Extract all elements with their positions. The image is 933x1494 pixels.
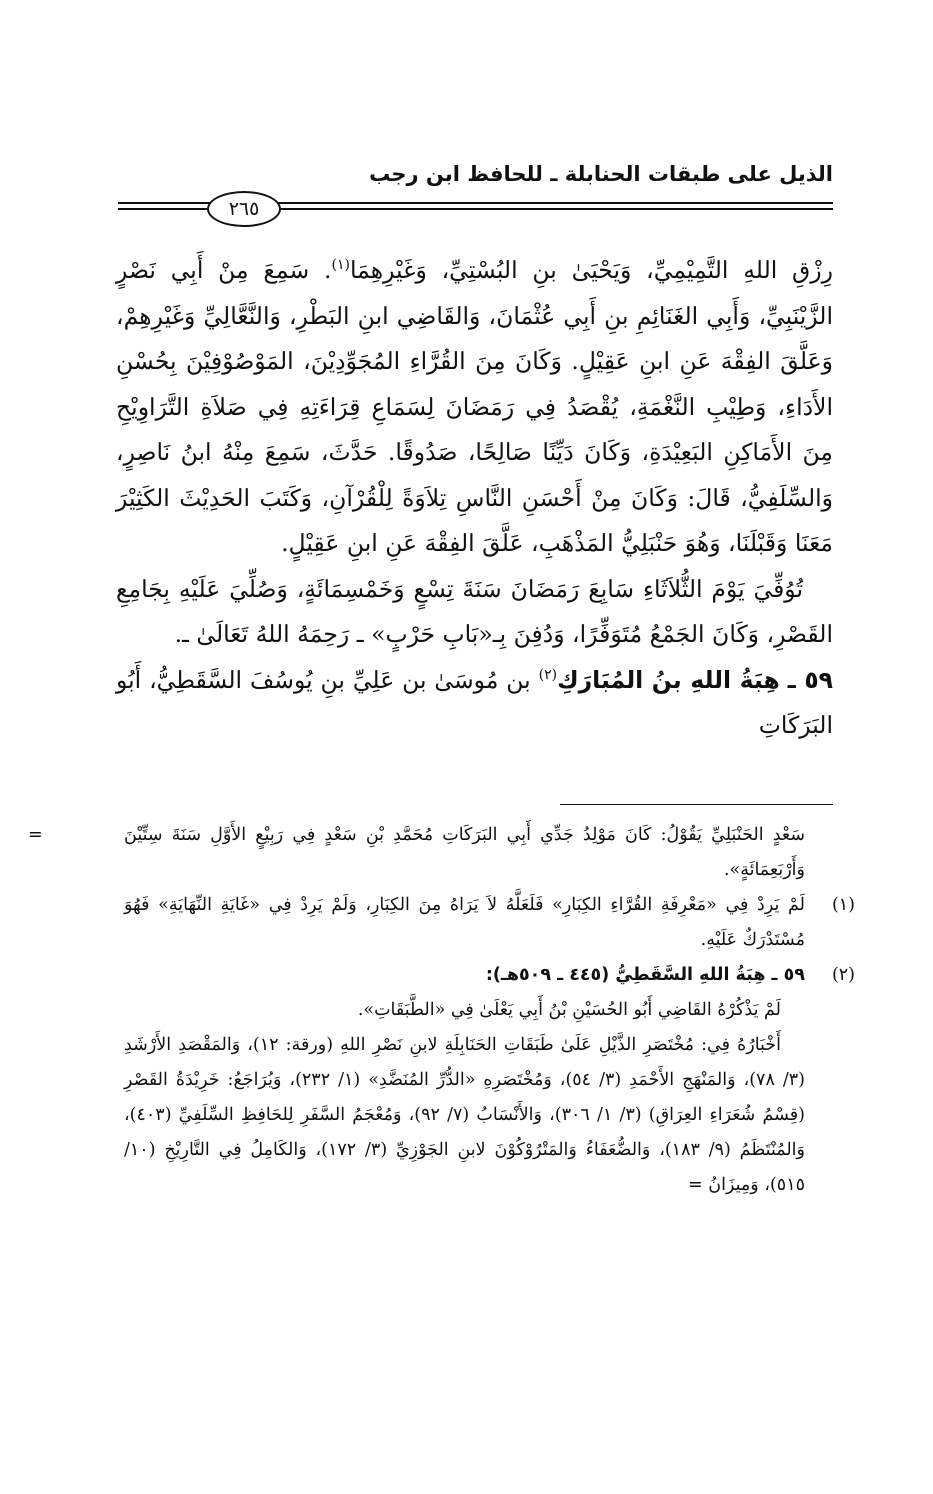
page-number: ٢٦٥ bbox=[207, 191, 281, 227]
footnote-ref-2: (٢) bbox=[538, 666, 558, 683]
footnote-ref-1: (١) bbox=[331, 257, 350, 274]
footnote-continuation-spacer bbox=[805, 818, 855, 888]
trailing-continuation-marker: = bbox=[688, 1175, 703, 1195]
footnote-1-text: لَمْ يَرِدْ فِي «مَعْرِفَةِ القُرَّاءِ الكِبَارِ» فَلَعَلَّهُ لاَ يَرَاهُ مِنَ الكِبَارِ، وَلَمْ يَرِدْ فِي «غَايَةِ النِّهَايَةِ» فَهُوَ مُسْتَدْرَكٌ عَلَيْهِ. bbox=[124, 895, 805, 950]
entry-heading bbox=[116, 658, 833, 749]
entry-number: ٥٩ ـ bbox=[787, 665, 833, 694]
running-header-title: الذيل على طبقات الحنابلة ـ للحافظ ابن رجب bbox=[369, 162, 833, 186]
footnote-1 bbox=[90, 888, 855, 958]
footnote-2-line1: لَمْ يَذْكُرْهُ القَاضِي أَبُو الحُسَيْنِ بْنُ أَبِي يَعْلَىٰ فِي «الطَّبَقَاتِ». bbox=[357, 1000, 781, 1020]
main-text bbox=[116, 248, 833, 749]
continuation-marker: = bbox=[28, 825, 43, 845]
entry-name: هِبَةُ اللهِ بنُ المُبَارَكِ bbox=[557, 665, 780, 694]
footnote-2-sources bbox=[124, 1028, 805, 1203]
footnote-2-body bbox=[90, 958, 805, 1203]
paragraph-death: تُوُفِّيَ يَوْمَ الثُّلاَثَاءِ سَابِعَ رَمَضَانَ سَنَةَ تِسْعٍ وَخَمْسِمَائَةٍ، وَصُلِّيَ عَلَيْهِ بِجَامِعِ القَصْرِ، وَكَانَ الجَمْعُ مُتَوَفِّرًا، وَدُفِنَ بِـ«بَابِ حَرْبٍ» ـ رَحِمَهُ اللهُ تَعَالَىٰ ـ. bbox=[116, 574, 833, 648]
footnote-continuation-body bbox=[28, 818, 805, 888]
paragraph-biography-rest: . سَمِعَ مِنْ أَبِي نَصْرٍ الزَّيْنَبِيِّ، وَأَبِي الغَنَائِمِ بنِ أَبِي عُثْمَانَ، وَالقَاضِي ابنِ البَطْرِ، وَالنَّعَّالِيِّ وَغَيْرِهِمْ، وَعَلَّقَ الفِقْهَ عَنِ ابنِ عَقِيْلٍ. وَكَانَ مِنَ القُرَّاءِ المُجَوِّدِيْنَ، المَوْصُوْفِيْنَ بِحُسْنِ الأَدَاءِ، وَطِيْبِ النَّغْمَةِ، يُقْصَدُ فِي رَمَضَانَ لِسَمَاعِ قِرَاءَتِهِ فِي صَلاَةِ التَّرَاوِيْحِ مِنَ الأَمَاكِنِ البَعِيْدَةِ، وَكَانَ دَيِّنًا صَالِحًا، صَدُوقًا. حَدَّثَ، سَمِعَ مِنْهُ ابنُ نَاصِرٍ، وَالسِّلَفِيُّ، قَالَ: وَكَانَ مِنْ أَحْسَنِ النَّاسِ تِلاَوَةً لِلْقُرْآنِ، وَكَتَبَ الحَدِيْثَ الكَثِيْرَ مَعَنَا وَقَبْلَنَا، وَهُوَ حَنْبَلِيُّ المَذْهَبِ، عَلَّقَ الفِقْهَ عَنِ ابنِ عَقِيْلٍ. bbox=[116, 256, 833, 557]
footnote-2-heading: ٥٩ ـ هِبَةُ اللهِ السَّقَطِيُّ (٤٤٥ ـ ٥٠٩هـ): bbox=[485, 965, 805, 985]
footnotes bbox=[28, 818, 855, 1203]
footnote-1-body bbox=[90, 888, 805, 958]
footnote-separator bbox=[560, 804, 833, 805]
footnote-continuation bbox=[28, 818, 855, 888]
entry-lineage: بن مُوسَىٰ بن عَلِيِّ بنِ يُوسُفَ السَّقَطِيُّ، أَبُو البَرَكَاتِ bbox=[116, 665, 833, 739]
footnote-1-marker: (١) bbox=[831, 895, 855, 915]
footnote-2 bbox=[90, 958, 855, 1203]
footnote-2-marker: (٢) bbox=[831, 965, 855, 985]
paragraph-biography bbox=[116, 248, 833, 567]
paragraph-biography-start: رِزْقِ اللهِ التَّمِيْمِيِّ، وَيَحْيَىٰ بنِ البُسْتِيِّ، وَغَيْرِهِمَا bbox=[349, 256, 833, 284]
footnote-2-sources-text: أَخْبَارُهُ فِي: مُخْتَصَرِ الذَّيْلِ عَلَىٰ طَبَقَاتِ الحَنَابِلَةِ لابنِ نَصْرِ اللهِ (ورقة: ١٢)، وَالمَقْصَدِ الأَرْشَدِ (٣/ ٧٨)، وَالمَنْهَجِ الأَحْمَدِ (٣/ ٥٤)، وَمُخْتَصَرِهِ «الدُّرِّ المُنَضَّدِ» (١/ ٢٣٢)، وَيُرَاجَعُ: خَرِيْدَةُ القَصْرِ (قِسْمُ شُعَرَاءِ العِرَاقِ) (٣/ ١/ ٣٠٦)، وَالأَنْسَابُ (٧/ ٩٢)، وَمُعْجَمُ السَّفَرِ لِلحَافِظِ السِّلَفِيِّ (٤٠٣)، وَالمُنْتَظَمُ (٩/ ١٨٣)، وَالضُّعَفَاءُ وَالمَتْرُوْكُوْنَ لابنِ الجَوْزِيِّ (٣/ ١٧٢)، وَالكَامِلُ فِي التَّارِيْخِ (١٠/ ٥١٥)، وَمِيزَانُ bbox=[124, 1035, 805, 1195]
footnote-continuation-text: سَعْدٍ الحَنْبَلِيِّ يَقُوْلُ: كَانَ مَوْلِدُ جَدِّي أَبِي البَرَكَاتِ مُحَمَّدِ بْنِ سَعْدٍ فِي رَبِيْعٍ الأَوَّلِ سَنَةَ سِتِّيْنَ وَأَرْبَعِمَائَةٍ». bbox=[124, 825, 805, 880]
